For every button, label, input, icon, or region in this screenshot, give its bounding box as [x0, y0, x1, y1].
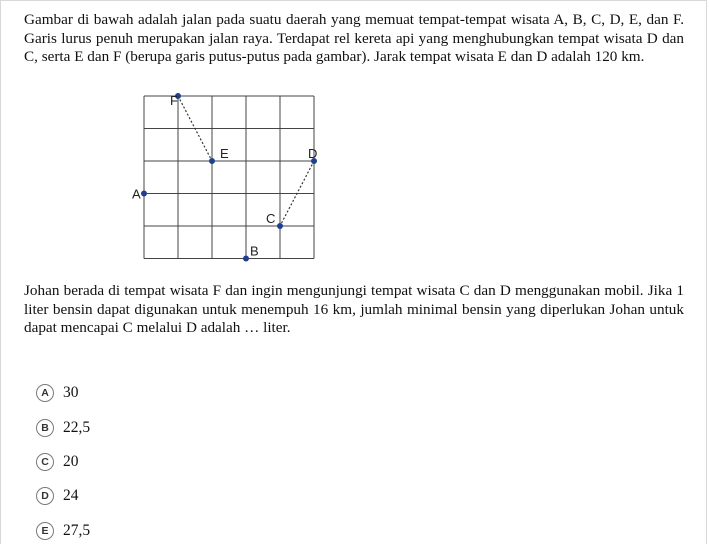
option-c-value: 20 — [63, 453, 79, 470]
option-d-value: 24 — [63, 487, 79, 504]
question-intro: Gambar di bawah adalah jalan pada suatu daerah yang memuat tempat-tempat wisata A, B, C, D, E, dan F. Garis lurus penuh merupakan jalan raya. Terdapat rel kereta api yang menghubungkan tempat wisata D dan C, serta E dan F (berupa garis putus-putus pada gambar). Jarak tempat wisata E dan D adalah 120 km. — [24, 11, 684, 66]
option-b-letter: B — [36, 419, 54, 437]
map-grid-svg — [130, 92, 330, 264]
option-a-letter: A — [36, 384, 54, 402]
option-a-value: 30 — [63, 384, 79, 401]
point-b — [243, 256, 249, 262]
option-b-value: 22,5 — [63, 419, 91, 436]
point-a — [141, 191, 147, 197]
point-e — [209, 158, 215, 164]
point-label-e: E — [220, 146, 229, 161]
point-c — [277, 223, 283, 229]
map-figure — [130, 92, 330, 264]
option-a[interactable] — [36, 382, 79, 404]
option-e[interactable] — [36, 520, 90, 542]
option-b[interactable] — [36, 417, 90, 439]
option-d-letter: D — [36, 487, 54, 505]
point-label-a: A — [132, 186, 141, 202]
question-prompt: Johan berada di tempat wisata F dan ingin mengunjungi tempat wisata C dan D menggunakan mobil. Jika 1 liter bensin dapat digunakan untuk menempuh 16 km, jumlah minimal bensin yang diperlukan Johan untuk dapat mencapai C melalui D adalah … liter. — [24, 282, 684, 337]
point-label-c: C — [266, 211, 276, 226]
point-label-f: F — [170, 93, 178, 108]
point-label-b: B — [250, 243, 259, 259]
option-c-letter: C — [36, 453, 54, 471]
option-d[interactable] — [36, 485, 79, 507]
point-label-d: D — [308, 146, 318, 161]
option-e-letter: E — [36, 522, 54, 540]
option-c[interactable] — [36, 451, 79, 473]
option-e-value: 27,5 — [63, 522, 91, 539]
